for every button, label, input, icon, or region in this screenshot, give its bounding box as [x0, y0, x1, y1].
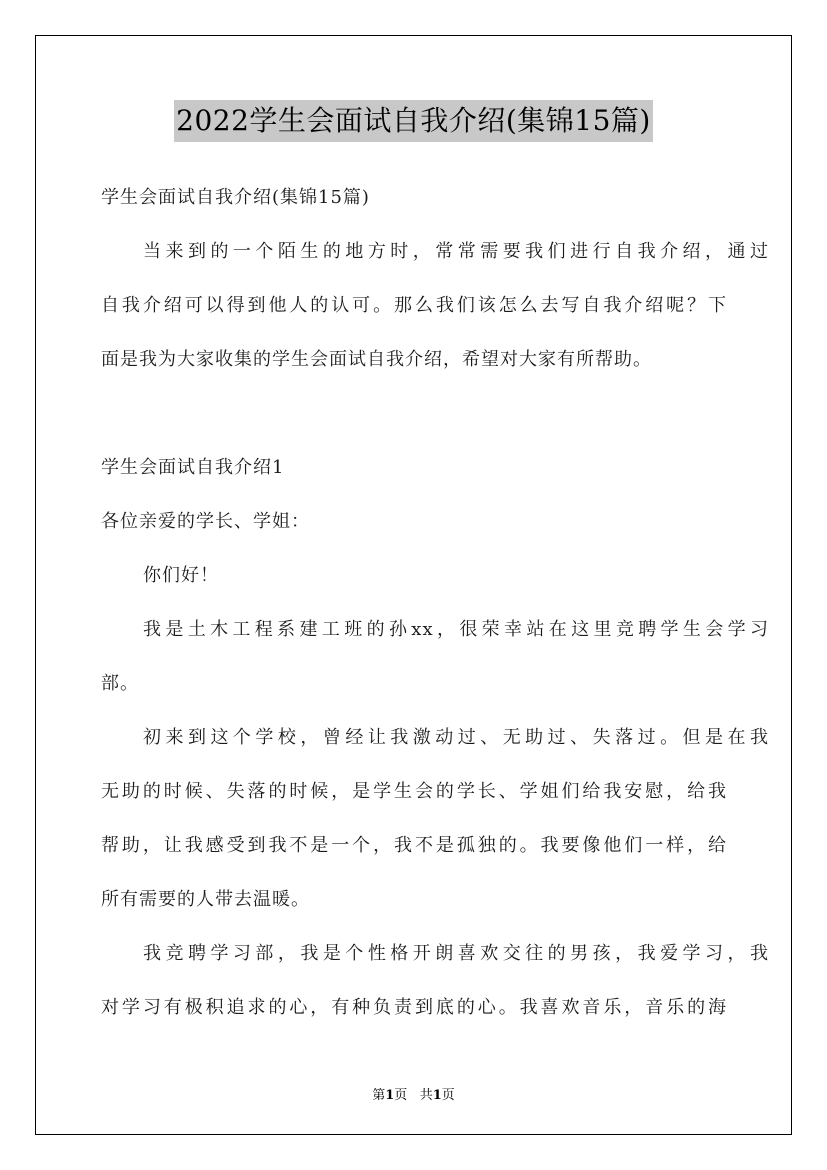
total-prefix: 共 — [419, 1088, 433, 1103]
intro-line-3: 面是我为大家收集的学生会面试自我介绍，希望对大家有所帮助。 — [101, 349, 652, 370]
intro-line-1: 当来到的一个陌生的地方时，常常需要我们进行自我介绍，通过 — [143, 241, 769, 262]
p1-line-2: 部。 — [101, 673, 139, 694]
p2-line-1: 初来到这个学校，曾经让我激动过、无助过、失落过。但是在我 — [143, 727, 769, 748]
document-title: 2022学生会面试自我介绍(集锦15篇) — [174, 100, 653, 142]
p2-line-4: 所有需要的人带去温暖。 — [101, 889, 310, 910]
page-prefix: 第 — [372, 1088, 386, 1103]
title-container — [0, 100, 827, 142]
subtitle: 学生会面试自我介绍(集锦15篇) — [101, 187, 370, 208]
p2-line-3: 帮助，让我感受到我不是一个，我不是孤独的。我要像他们一样，给 — [101, 835, 727, 856]
page-unit: 页 — [394, 1088, 408, 1103]
total-unit: 页 — [441, 1088, 455, 1103]
page-footer — [0, 1084, 827, 1103]
page-number: 1 — [385, 1088, 395, 1103]
p3-line-1: 我竞聘学习部，我是个性格开朗喜欢交往的男孩，我爱学习，我 — [143, 943, 769, 964]
intro-line-2: 自我介绍可以得到他人的认可。那么我们该怎么去写自我介绍呢？下 — [101, 295, 727, 316]
section-heading: 学生会面试自我介绍1 — [101, 457, 285, 478]
greeting: 你们好！ — [143, 565, 219, 586]
salutation: 各位亲爱的学长、学姐： — [101, 511, 310, 532]
p2-line-2: 无助的时候、失落的时候，是学生会的学长、学姐们给我安慰，给我 — [101, 781, 727, 802]
p3-line-2: 对学习有极积追求的心，有种负责到底的心。我喜欢音乐，音乐的海 — [101, 997, 727, 1018]
p1-line-1: 我是土木工程系建工班的孙xx，很荣幸站在这里竞聘学生会学习 — [143, 619, 769, 640]
total-pages: 1 — [432, 1088, 442, 1103]
